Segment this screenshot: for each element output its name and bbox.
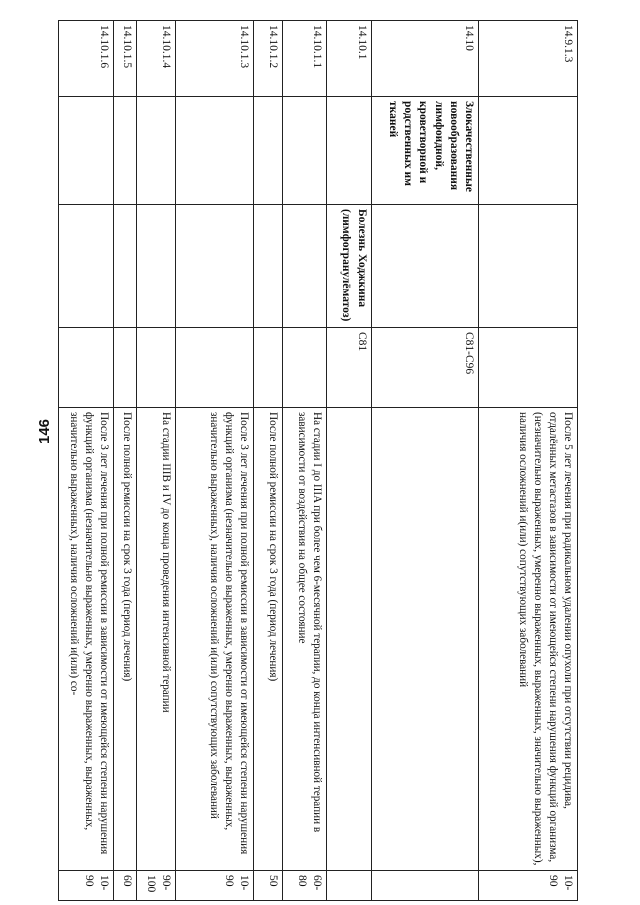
row-number: 14.9.1.3 xyxy=(479,21,578,97)
table-row xyxy=(479,21,578,901)
disease-name xyxy=(114,205,137,328)
percent-value: 10-90 xyxy=(59,871,114,901)
disease-name xyxy=(176,205,254,328)
icd-code xyxy=(114,328,137,408)
criteria-text: После полной ремиссии на срок 3 года (период лечения) xyxy=(254,408,283,871)
criteria-text xyxy=(327,408,371,871)
disease-name xyxy=(479,205,578,328)
table-row xyxy=(114,21,137,901)
section-name xyxy=(479,97,578,205)
criteria-text: На стадии I до IIIA при более чем 6-месячной терапии, до конца интенсивной терапии в зависимости от воздействия на общее состояние xyxy=(282,408,326,871)
icd-code xyxy=(479,328,578,408)
percent-value: 60 xyxy=(114,871,137,901)
table-row xyxy=(136,21,176,901)
disease-name xyxy=(254,205,283,328)
table-row xyxy=(282,21,326,901)
criteria-text: На стадии IIIB и IV до конца проведения интенсивной терапии xyxy=(136,408,176,871)
table-row xyxy=(254,21,283,901)
row-number: 14.10.1.3 xyxy=(176,21,254,97)
row-number: 14.10.1.4 xyxy=(136,21,176,97)
table-row xyxy=(327,21,371,901)
disease-name xyxy=(59,205,114,328)
icd-code: C81 xyxy=(327,328,371,408)
icd-code xyxy=(59,328,114,408)
section-name xyxy=(59,97,114,205)
section-name xyxy=(282,97,326,205)
table-row xyxy=(371,21,478,901)
percent-value: 50 xyxy=(254,871,283,901)
criteria-text: После 3 лет лечения при полной ремиссии в зависимости от имеющейся степени нарушения функций организма (незначительно выраженных, умеренно выраженных, выраженных, значительно выраженных), наличия осложнений и(или) сопутствующих заболеваний xyxy=(176,408,254,871)
disease-name xyxy=(371,205,478,328)
section-name xyxy=(176,97,254,205)
section-name: Злокачественные новообразования лимфоидной, кроветворной и родственных им тканей xyxy=(371,97,478,205)
row-number: 14.10.1.5 xyxy=(114,21,137,97)
criteria-text: После полной ремиссии на срок 3 года (период лечения) xyxy=(114,408,137,871)
icd-code xyxy=(282,328,326,408)
row-number: 14.10.1 xyxy=(327,21,371,97)
percent-value: 90-100 xyxy=(136,871,176,901)
section-name xyxy=(254,97,283,205)
icd-code xyxy=(254,328,283,408)
percent-value: 10-90 xyxy=(176,871,254,901)
icd-code xyxy=(136,328,176,408)
table-row xyxy=(59,21,114,901)
criteria-table xyxy=(58,20,578,901)
icd-code: C81-C96 xyxy=(371,328,478,408)
percent-value xyxy=(371,871,478,901)
row-number: 14.10.1.2 xyxy=(254,21,283,97)
section-name xyxy=(327,97,371,205)
percent-value: 60-80 xyxy=(282,871,326,901)
rotated-table-container xyxy=(58,20,578,900)
section-name xyxy=(114,97,137,205)
disease-name xyxy=(136,205,176,328)
section-name xyxy=(136,97,176,205)
row-number: 14.10.1.6 xyxy=(59,21,114,97)
disease-name: Болезнь Ходжкина (лимфогранулёматоз) xyxy=(327,205,371,328)
criteria-text: После 3 лет лечения при полной ремиссии в зависимости от имеющейся степени нарушения функций организма (незначительно выраженных, умеренно выраженных, выраженных, значительно выраженных), наличия осложнений и(или) со- xyxy=(59,408,114,871)
percent-value xyxy=(327,871,371,901)
percent-value: 10-90 xyxy=(479,871,578,901)
criteria-text: После 5 лет лечения при радикальном удалении опухоли при отсутствии рецидива, отдалённых метастазов в зависимости от имеющейся степени нарушения функций организма, (незначительно выраженных, умеренно выраженных, выраженных, значительно выраженных), наличия осложнений и(или) сопутствующих заболеваний xyxy=(479,408,578,871)
table-row xyxy=(176,21,254,901)
disease-name xyxy=(282,205,326,328)
criteria-text xyxy=(371,408,478,871)
page-number: 146 xyxy=(36,418,53,444)
icd-code xyxy=(176,328,254,408)
row-number: 14.10.1.1 xyxy=(282,21,326,97)
row-number: 14.10 xyxy=(371,21,478,97)
